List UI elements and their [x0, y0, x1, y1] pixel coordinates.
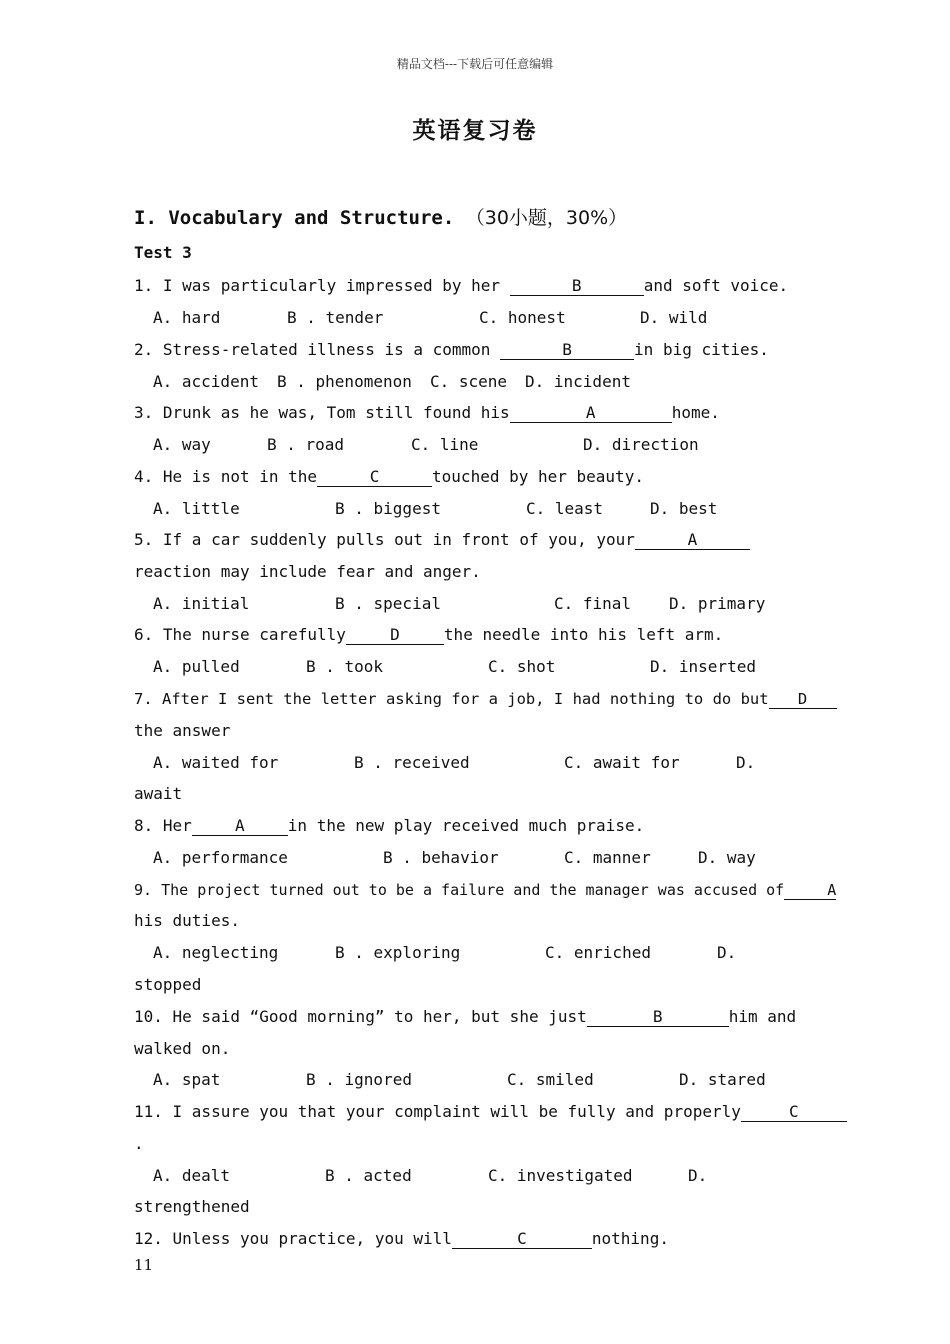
question-10: [134, 1007, 796, 1027]
option-c: C. investigated: [488, 1166, 633, 1185]
option-d: D.: [717, 943, 737, 962]
option-b: B . phenomenon: [277, 372, 412, 391]
answer-blank: B: [500, 341, 634, 360]
options-6: [153, 657, 853, 677]
option-d: D. inserted: [650, 657, 756, 676]
question-text: 6. The nurse carefully: [134, 625, 346, 644]
option-b: B . biggest: [335, 499, 441, 518]
question-text: 8. Her: [134, 816, 192, 835]
answer-blank: A: [635, 531, 750, 550]
options-1: [153, 308, 853, 328]
question-text-end: him and: [728, 1007, 797, 1026]
question-text: 10. He said “Good morning” to her, but she just: [134, 1007, 587, 1026]
question-5: [134, 530, 750, 550]
option-a: A. pulled: [153, 657, 240, 676]
question-3: [134, 403, 720, 423]
option-c: C. honest: [479, 308, 566, 327]
answer-blank: A: [510, 404, 672, 423]
question-text: 11. I assure you that your complaint will be fully and properly: [134, 1102, 741, 1121]
question-1: [134, 276, 788, 296]
option-a: A. neglecting: [153, 943, 279, 962]
question-10-continued: walked on.: [134, 1039, 231, 1058]
question-11: [134, 1102, 847, 1122]
options-10: [153, 1070, 853, 1090]
page-number: 11: [134, 1256, 154, 1274]
option-d: D. direction: [583, 435, 699, 454]
question-text: 4. He is not in the: [134, 467, 318, 486]
option-c: C. await for: [564, 753, 680, 772]
question-7: [134, 689, 837, 709]
question-text-end: nothing.: [591, 1229, 669, 1248]
option-b: B . exploring: [335, 943, 461, 962]
question-4: [134, 467, 644, 487]
option-c: C. least: [526, 499, 604, 518]
answer-blank: B: [510, 277, 644, 296]
option-c: C. scene: [430, 372, 508, 391]
question-text: 9. The project turned out to be a failure and the manager was accused of: [134, 881, 785, 899]
question-text-end: and soft voice.: [643, 276, 789, 295]
question-12: [134, 1229, 669, 1249]
option-a: A. accident: [153, 372, 259, 391]
option-d: D. primary: [669, 594, 766, 613]
question-7-continued: the answer: [134, 721, 231, 740]
section-extra: （30小题，30%）: [465, 207, 628, 229]
option-b: B . tender: [287, 308, 384, 327]
question-text: 5. If a car suddenly pulls out in front of you, your: [134, 530, 635, 549]
option-d: D. way: [698, 848, 756, 867]
option-a: A. little: [153, 499, 240, 518]
option-a: A. dealt: [153, 1166, 231, 1185]
option-d: D.: [688, 1166, 708, 1185]
answer-blank: C: [317, 468, 432, 487]
question-8: [134, 816, 644, 836]
option-d-wrap: stopped: [134, 975, 202, 994]
option-c: C. smiled: [507, 1070, 594, 1089]
options-8: [153, 848, 853, 868]
option-d: D. wild: [640, 308, 708, 327]
answer-blank: B: [587, 1008, 729, 1027]
section-heading-text: I. Vocabulary and Structure.: [134, 207, 455, 229]
options-5: [153, 594, 853, 614]
option-d: D.: [736, 753, 756, 772]
question-text: 3. Drunk as he was, Tom still found his: [134, 403, 510, 422]
option-d-wrap: strengthened: [134, 1197, 250, 1216]
answer-blank: C: [452, 1230, 592, 1249]
question-text-end: touched by her beauty.: [432, 467, 644, 486]
question-9: [134, 880, 836, 900]
option-c: C. final: [554, 594, 632, 613]
test-label: Test 3: [134, 243, 192, 262]
option-b: B . behavior: [383, 848, 499, 867]
options-9: [153, 943, 853, 963]
option-b: B . road: [267, 435, 345, 454]
options-11: [153, 1166, 853, 1186]
options-4: [153, 499, 853, 519]
option-a: A. hard: [153, 308, 221, 327]
option-c: C. shot: [488, 657, 556, 676]
option-b: B . ignored: [306, 1070, 412, 1089]
answer-blank: D: [769, 690, 837, 709]
option-d: D. best: [650, 499, 718, 518]
question-text-end: in the new play received much praise.: [287, 816, 645, 835]
option-c: C. manner: [564, 848, 651, 867]
options-2: [153, 372, 853, 392]
question-text: 1. I was particularly impressed by her: [134, 276, 510, 295]
question-text: 2. Stress-related illness is a common: [134, 340, 501, 359]
option-b: B . took: [306, 657, 384, 676]
answer-blank: A: [192, 817, 288, 836]
option-d: D. incident: [525, 372, 631, 391]
options-3: [153, 435, 853, 455]
page-title: 英语复习卷: [412, 118, 538, 144]
option-b: B . special: [335, 594, 441, 613]
option-a: A. performance: [153, 848, 288, 867]
option-d-wrap: await: [134, 784, 183, 803]
answer-blank: C: [741, 1103, 847, 1122]
option-a: A. initial: [153, 594, 250, 613]
option-c: C. line: [411, 435, 479, 454]
option-a: A. waited for: [153, 753, 279, 772]
option-d: D. stared: [679, 1070, 766, 1089]
question-11-continued: .: [134, 1134, 144, 1153]
question-text-end: in big cities.: [634, 340, 769, 359]
answer-blank: D: [346, 626, 444, 645]
question-text-end: home.: [671, 403, 720, 422]
question-5-continued: reaction may include fear and anger.: [134, 562, 481, 581]
option-b: B . acted: [325, 1166, 412, 1185]
option-c: C. enriched: [545, 943, 651, 962]
options-7: [153, 753, 853, 773]
question-9-continued: his duties.: [134, 911, 240, 930]
header-note: 精品文档---下载后可任意编辑: [396, 57, 554, 71]
question-text-end: the needle into his left arm.: [443, 625, 724, 644]
question-2: [134, 340, 769, 360]
question-text: 7. After I sent the letter asking for a job, I had nothing to do but: [134, 690, 769, 708]
option-a: A. spat: [153, 1070, 221, 1089]
question-text: 12. Unless you practice, you will: [134, 1229, 452, 1248]
option-a: A. way: [153, 435, 211, 454]
option-b: B . received: [354, 753, 470, 772]
section-heading: [134, 203, 627, 230]
question-6: [134, 625, 723, 645]
answer-blank: A: [784, 881, 836, 900]
